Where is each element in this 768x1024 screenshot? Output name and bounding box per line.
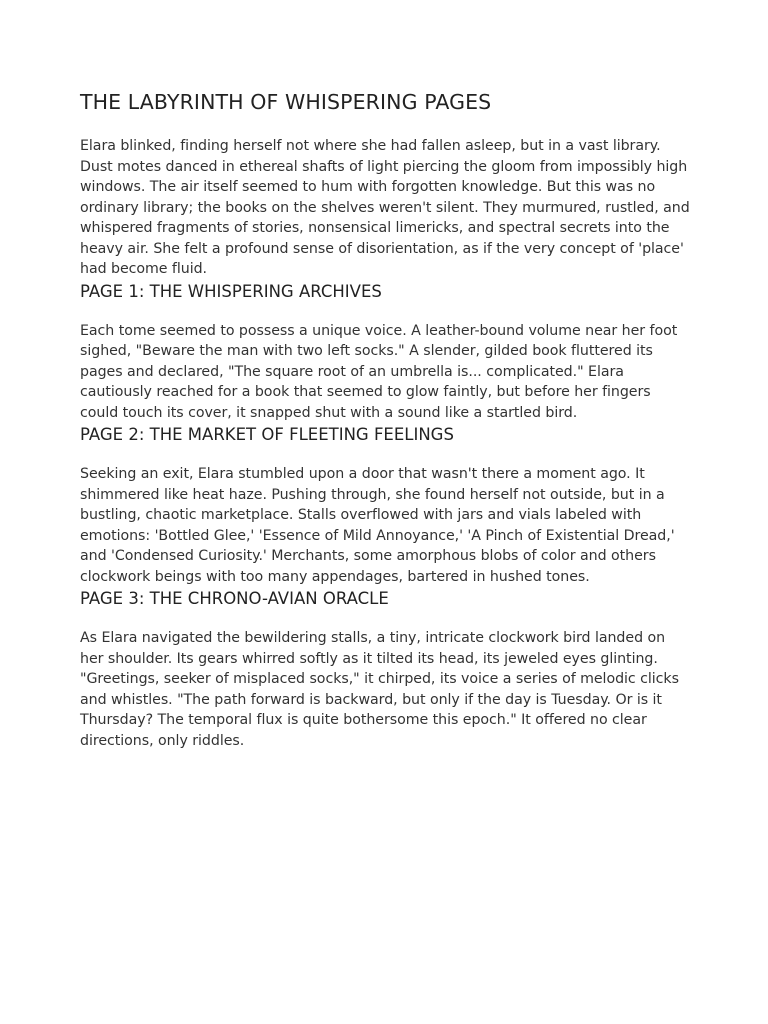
section-heading-page-3: PAGE 3: THE CHRONO-AVIAN ORACLE xyxy=(80,589,389,608)
document-title: THE LABYRINTH OF WHISPERING PAGES xyxy=(80,90,492,114)
section-heading-page-1: PAGE 1: THE WHISPERING ARCHIVES xyxy=(80,281,382,301)
intro-paragraph: Elara blinked, finding herself not where she had fallen asleep, but in a vast library. Dust motes danced in ethereal shafts of light piercing the gloom from impossibly high windows. The air itself seemed to hum with forgotten knowledge. But this was no ordinary library; the books on the shelves weren't silent. They murmured, rustled, and whispered fragments of stories, nonsensical limericks, and spectral secrets into the heavy air. She felt a profound sense of disorientation, as if the very concept of 'place' had become fluid. xyxy=(80,138,690,277)
section-body-page-2: Seeking an exit, Elara stumbled upon a door that wasn't there a moment ago. It shimmered like heat haze. Pushing through, she found herself not outside, but in a bustling, chaotic marketplace. Stalls overflowed with jars and vials labeled with emotions: 'Bottled Glee,' 'Essence of Mild Annoyance,' 'A Pinch of Existential Dread,' and 'Condensed Curiosity.' Merchants, some amorphous blobs of color and others clockwork beings with too many appendages, bartered in hushed tones. xyxy=(80,466,675,585)
section-body-page-1: Each tome seemed to possess a unique voice. A leather-bound volume near her foot sighed, "Beware the man with two left socks." A slender, gilded book fluttered its pages and declared, "The square root of an umbrella is... complicated." Elara cautiously reached for a book that seemed to glow faintly, but before her fingers could touch its cover, it snapped shut with a sound like a startled bird. xyxy=(80,322,678,421)
document-page xyxy=(80,88,692,751)
section-heading-page-2: PAGE 2: THE MARKET OF FLEETING FEELINGS xyxy=(80,425,454,444)
section-body-page-3: As Elara navigated the bewildering stalls, a tiny, intricate clockwork bird landed on her shoulder. Its gears whirred softly as it tilted its head, its jeweled eyes glinting. "Greetings, seeker of misplaced socks," it chirped, its voice a series of melodic clicks and whistles. "The path forward is backward, but only if the day is Tuesday. Or is it Thursday? The temporal flux is quite bothersome this epoch." It offered no clear directions, only riddles. xyxy=(80,630,679,749)
